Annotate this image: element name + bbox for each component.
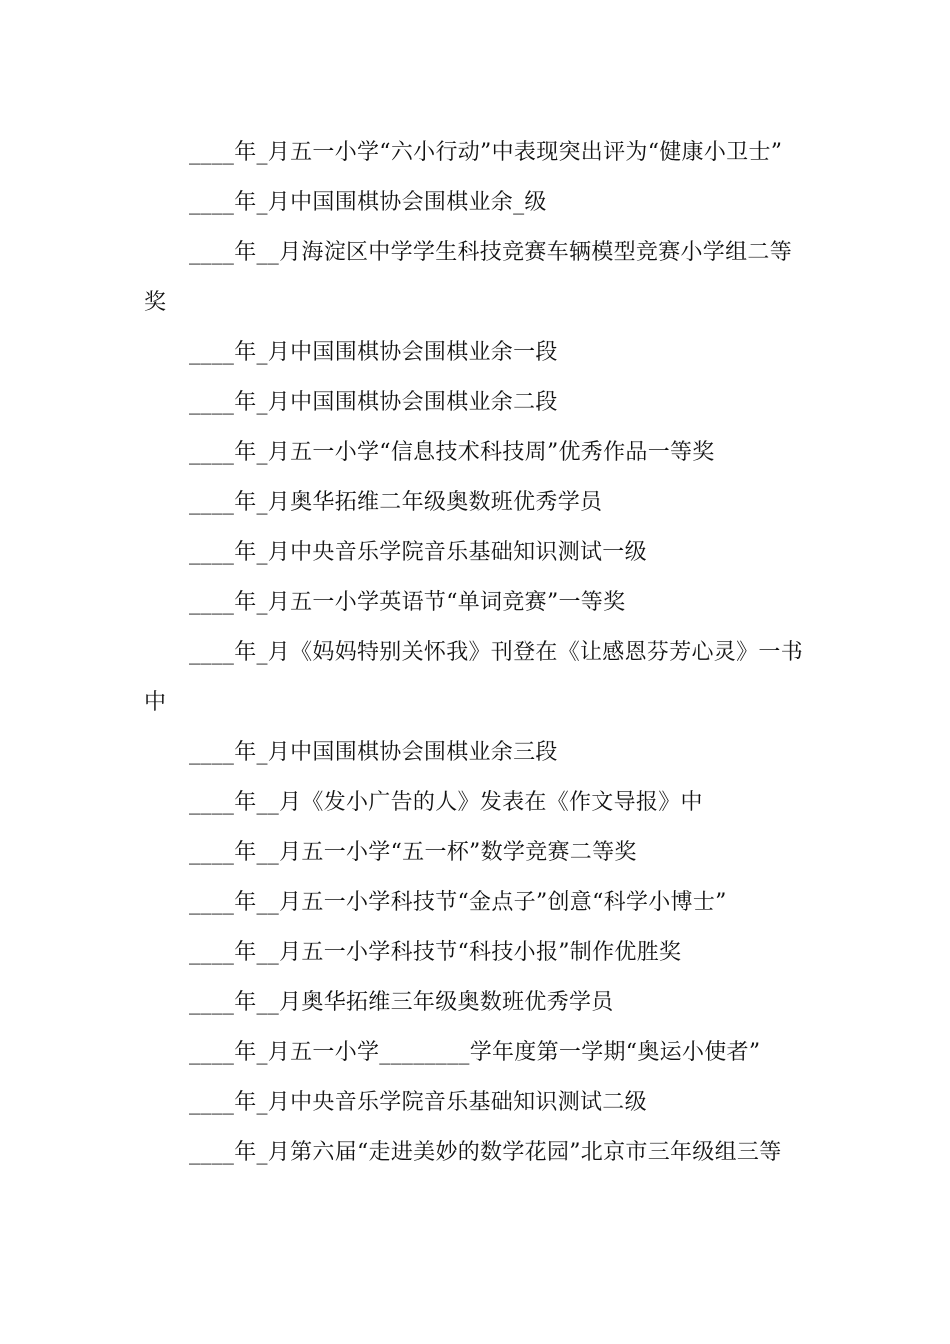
award-entry-12: ____年__月《发小广告的人》发表在《作文导报》中 bbox=[189, 790, 703, 815]
award-entry-15: ____年__月五一小学科技节“科技小报”制作优胜奖 bbox=[189, 940, 682, 965]
award-entry-8: ____年_月中央音乐学院音乐基础知识测试一级 bbox=[189, 540, 647, 565]
award-entry-14: ____年__月五一小学科技节“金点子”创意“科学小博士” bbox=[189, 890, 727, 915]
award-entry-6: ____年_月五一小学“信息技术科技周”优秀作品一等奖 bbox=[189, 440, 715, 465]
award-entry-5: ____年_月中国围棋协会围棋业余二段 bbox=[189, 390, 558, 415]
award-entry-3: ____年__月海淀区中学学生科技竞赛车辆模型竞赛小学组二等奖 bbox=[144, 240, 793, 315]
award-entry-19: ____年_月第六届“走进美妙的数学花园”北京市三年级组三等 bbox=[189, 1140, 782, 1165]
award-entry-17: ____年_月五一小学________学年度第一学期“奥运小使者” bbox=[189, 1040, 761, 1065]
award-entry-10: ____年_月《妈妈特别关怀我》刊登在《让感恩芬芳心灵》一书中 bbox=[144, 640, 804, 715]
award-entry-2: ____年_月中国围棋协会围棋业余_级 bbox=[189, 190, 547, 215]
award-entry-16: ____年__月奥华拓维三年级奥数班优秀学员 bbox=[189, 990, 614, 1015]
award-entry-1: ____年_月五一小学“六小行动”中表现突出评为“健康小卫士” bbox=[189, 140, 783, 165]
award-entry-9: ____年_月五一小学英语节“单词竞赛”一等奖 bbox=[189, 590, 626, 615]
award-entry-18: ____年_月中央音乐学院音乐基础知识测试二级 bbox=[189, 1090, 647, 1115]
award-entry-4: ____年_月中国围棋协会围棋业余一段 bbox=[189, 340, 558, 365]
award-entry-13: ____年__月五一小学“五一杯”数学竞赛二等奖 bbox=[189, 840, 637, 865]
award-entry-7: ____年_月奥华拓维二年级奥数班优秀学员 bbox=[189, 490, 603, 515]
award-entry-11: ____年_月中国围棋协会围棋业余三段 bbox=[189, 740, 558, 765]
